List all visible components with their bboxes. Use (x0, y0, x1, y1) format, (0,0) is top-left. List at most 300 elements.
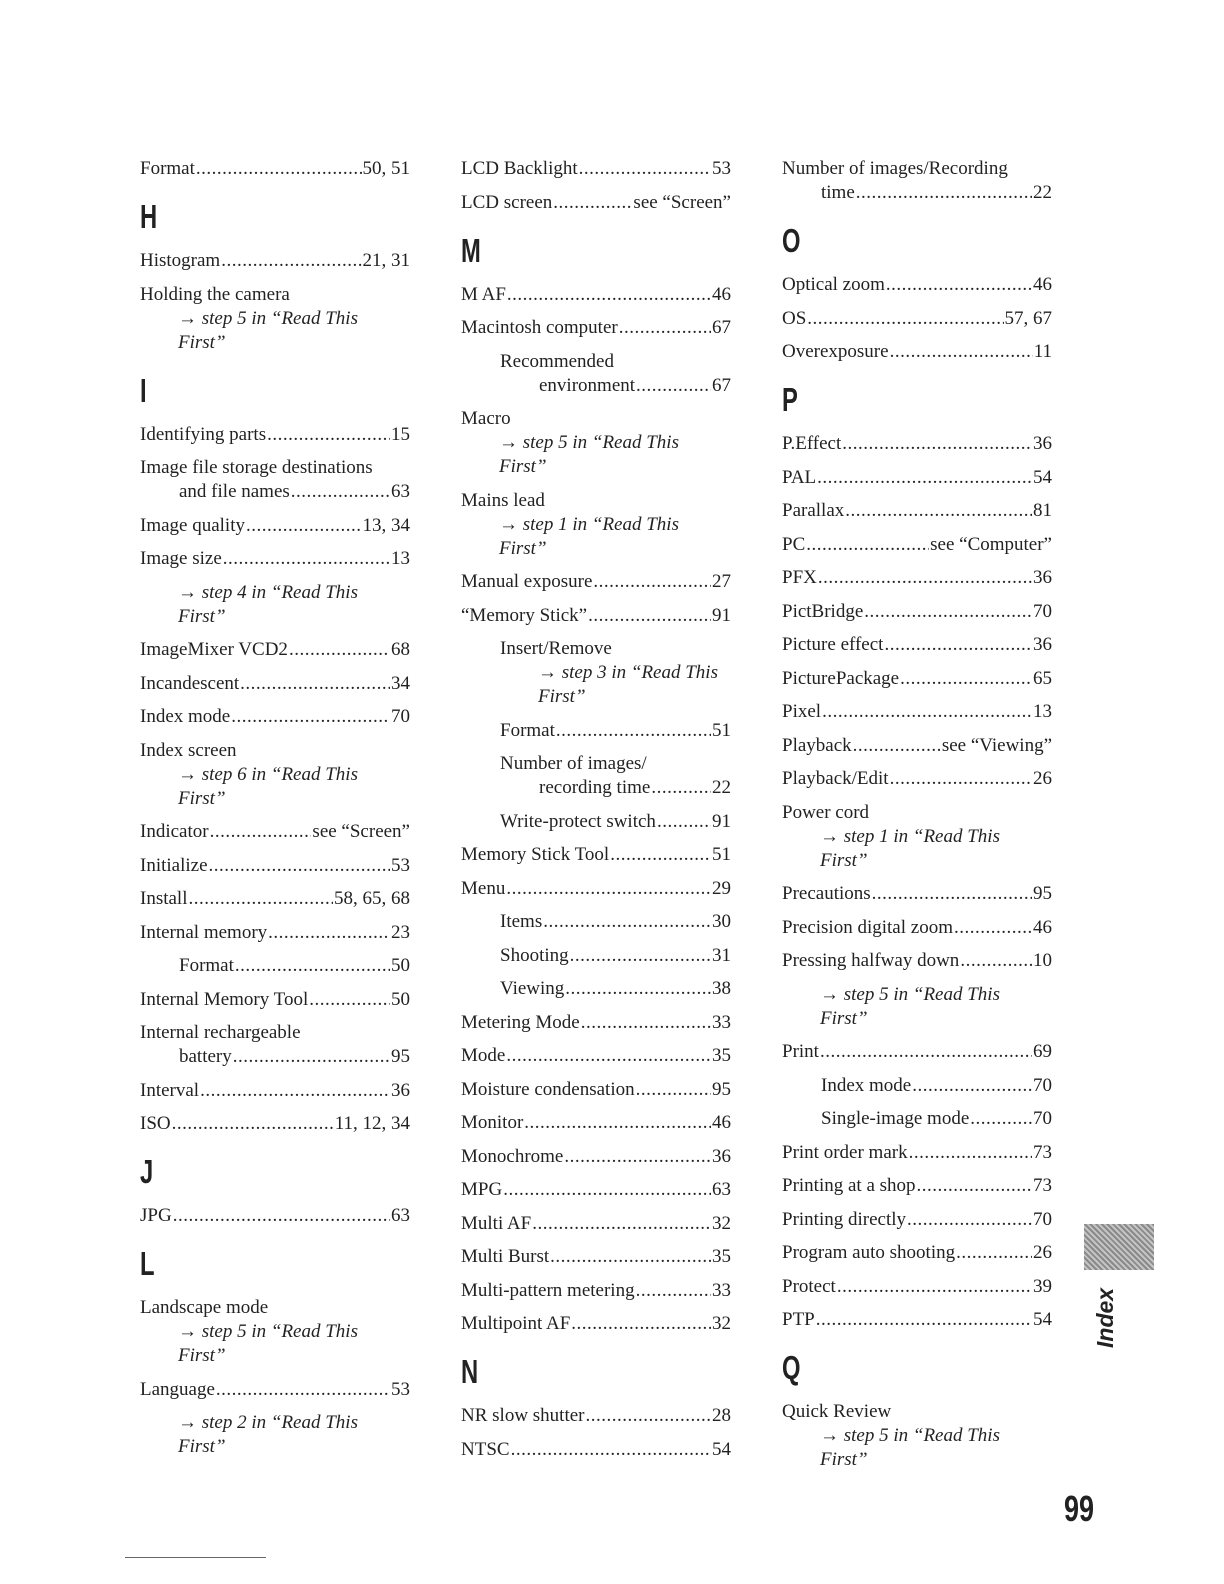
entry-term: Image file storage destinations (140, 457, 373, 478)
entry-term: LCD Backlight (461, 158, 578, 179)
entry-term-continued: battery (179, 1046, 232, 1067)
entry-page: 70 (1033, 1108, 1052, 1129)
entry-page: 73 (1033, 1141, 1052, 1163)
dot-leader (524, 1111, 711, 1135)
entry-page: 39 (1033, 1275, 1052, 1297)
page-number: 99 (1064, 1488, 1095, 1529)
arrow-icon: → (538, 662, 557, 683)
entry-page: 46 (1033, 916, 1052, 938)
reference-text: step 4 in “Read This (201, 581, 358, 603)
dot-leader (960, 949, 1032, 973)
dot-leader (816, 1308, 1032, 1332)
dot-leader (917, 1174, 1032, 1198)
arrow-icon: → (178, 581, 197, 603)
entry-page: 46 (1033, 274, 1052, 295)
index-entry (782, 734, 1052, 758)
entry-row (782, 949, 1052, 973)
index-entry (140, 1112, 410, 1136)
entry-row (782, 1174, 1052, 1198)
reference-text: step 6 in “Read This (201, 763, 358, 785)
dot-leader (570, 944, 711, 968)
dot-leader (853, 734, 941, 758)
dot-leader (550, 1245, 711, 1269)
index-entry (140, 1204, 410, 1228)
entry-row (782, 700, 1052, 724)
entry-page: 32 (712, 1313, 731, 1334)
index-entry (461, 877, 731, 901)
dot-leader (209, 854, 390, 878)
dot-leader (954, 916, 1032, 940)
entry-page: 28 (712, 1405, 731, 1426)
entry-row (782, 882, 1052, 906)
index-tab-label: Index (1092, 1287, 1118, 1348)
dot-leader (216, 1378, 390, 1402)
section-letter: H (140, 198, 158, 235)
entry-term: Pixel (782, 701, 822, 722)
entry-row (500, 810, 731, 834)
entry-page: 54 (1033, 466, 1052, 488)
entry-row (140, 1378, 410, 1402)
entry-term: Internal Memory Tool (140, 988, 309, 1010)
entry-page: 51 (712, 844, 731, 865)
section-letter: P (782, 381, 798, 418)
index-entry (500, 810, 731, 834)
entry-page: 54 (1033, 1309, 1052, 1330)
entry-row (179, 954, 410, 978)
entry-term: Image quality (140, 514, 245, 536)
index-entry (140, 854, 410, 878)
dot-leader (818, 566, 1032, 590)
entry-term: Printing at a shop (782, 1175, 916, 1196)
dot-leader (289, 638, 390, 662)
reference-line (538, 661, 731, 685)
index-entry (140, 820, 410, 844)
entry-page: 63 (712, 1179, 731, 1200)
arrow-icon: → (178, 763, 197, 785)
entry-page: 51 (712, 719, 731, 741)
entry-page: 22 (712, 777, 731, 798)
entry-row (461, 877, 731, 901)
entry-term: Pressing halfway down (782, 950, 960, 971)
entry-term-continued: environment (539, 374, 636, 396)
entry-row (500, 776, 731, 800)
index-entry (140, 988, 410, 1012)
entry-row (140, 672, 410, 696)
entry-term: Write-protect switch (500, 810, 656, 832)
entry-term: Viewing (500, 978, 565, 999)
entry-term: Multipoint AF (461, 1313, 571, 1334)
index-entry (461, 1078, 731, 1102)
entry-row (140, 1045, 410, 1069)
dot-leader (223, 547, 390, 571)
dot-leader (636, 1279, 711, 1303)
index-entry (140, 1021, 410, 1069)
entry-term: ISO (140, 1113, 171, 1134)
index-entry (782, 600, 1052, 624)
entry-term-continued: time (821, 182, 855, 203)
dot-leader (864, 600, 1032, 624)
entry-term: Printing directly (782, 1208, 907, 1230)
section-letter: N (461, 1353, 479, 1390)
entry-row (782, 273, 1052, 297)
index-column-3 (782, 157, 1052, 1482)
index-entry (782, 533, 1052, 557)
entry-term: Index mode (140, 706, 231, 727)
reference-text-continued: First” (820, 1449, 868, 1470)
entry-page: 21, 31 (362, 250, 410, 271)
entry-page: 33 (712, 1011, 731, 1033)
dot-leader (240, 672, 390, 696)
entry-term: Number of images/Recording (782, 158, 1008, 179)
index-entry (782, 1174, 1052, 1198)
entry-row (782, 916, 1052, 940)
arrow-icon: → (178, 307, 197, 329)
entry-row (140, 423, 410, 447)
entry-page: 34 (391, 672, 410, 694)
entry-term: LCD screen (461, 191, 553, 213)
reference-line (499, 431, 731, 455)
index-entry (461, 316, 731, 340)
index-entry (140, 638, 410, 662)
index-entry (461, 1111, 731, 1135)
entry-page: 50 (391, 988, 410, 1010)
entry-row (140, 638, 410, 662)
entry-term: Macintosh computer (461, 317, 618, 338)
dot-leader (970, 1107, 1032, 1131)
entry-page: see “Viewing” (941, 734, 1052, 756)
entry-row (140, 820, 410, 844)
entry-term: Playback (782, 734, 852, 756)
entry-row (461, 1145, 731, 1169)
arrow-icon: → (820, 1425, 839, 1446)
entry-term: Histogram (140, 250, 221, 271)
entry-row (782, 1308, 1052, 1332)
cross-reference (782, 983, 1052, 1031)
dot-leader (822, 700, 1032, 724)
index-entry (461, 1145, 731, 1169)
entry-row (461, 1178, 731, 1202)
entry-row (500, 374, 731, 398)
entry-term: Multi-pattern metering (461, 1279, 635, 1301)
index-entry (500, 910, 731, 934)
entry-page: 50 (391, 955, 410, 976)
reference-text-continued: First” (178, 1436, 226, 1457)
entry-term: Mode (461, 1045, 506, 1066)
entry-page: 67 (712, 317, 731, 338)
entry-row (782, 307, 1052, 331)
entry-page: 95 (712, 1078, 731, 1100)
index-column-2 (461, 157, 731, 1471)
entry-term-continued: recording time (539, 777, 651, 798)
entry-term: Overexposure (782, 341, 889, 362)
dot-leader (235, 954, 390, 978)
index-entry-heading: Quick Review (782, 1401, 892, 1422)
entry-term: Language (140, 1378, 215, 1400)
reference-text: step 5 in “Read This (843, 983, 1000, 1005)
entry-page: 70 (1033, 1074, 1052, 1096)
entry-page: 36 (1033, 634, 1052, 655)
entry-term: Precision digital zoom (782, 916, 953, 938)
entry-page: 81 (1033, 500, 1052, 521)
entry-term: Format (140, 158, 195, 179)
index-entry (782, 916, 1052, 940)
dot-leader (233, 1045, 390, 1069)
entry-page: 67 (712, 374, 731, 396)
index-entry (782, 499, 1052, 523)
index-entry (782, 157, 1052, 205)
index-entry (821, 1107, 1052, 1131)
index-entry (782, 1208, 1052, 1232)
entry-page: 30 (712, 911, 731, 932)
index-entry (500, 752, 731, 800)
dot-leader (884, 633, 1032, 657)
entry-page: 70 (1033, 1208, 1052, 1230)
index-entry (140, 456, 410, 504)
dot-leader (907, 1208, 1032, 1232)
entry-page: 23 (391, 921, 410, 943)
dot-leader (588, 604, 711, 628)
dot-leader (886, 273, 1032, 297)
entry-page: 13 (1033, 701, 1052, 722)
entry-term: Parallax (782, 500, 845, 521)
entry-row (500, 944, 731, 968)
dot-leader (581, 1011, 711, 1035)
entry-term: Moisture condensation (461, 1078, 635, 1100)
reference-line (178, 581, 410, 605)
cross-reference (461, 513, 731, 561)
entry-page: 26 (1033, 1242, 1052, 1263)
reference-text: step 1 in “Read This (843, 825, 1000, 847)
entry-row (140, 249, 410, 273)
entry-term: OS (782, 307, 807, 329)
entry-page: 54 (712, 1438, 731, 1460)
dot-leader (564, 1145, 711, 1169)
entry-row (140, 887, 410, 911)
entry-page: 58, 65, 68 (334, 888, 410, 909)
dot-leader (268, 921, 390, 945)
dot-leader (553, 191, 632, 215)
entry-page: 46 (712, 1112, 731, 1133)
section-letter: L (140, 1245, 155, 1282)
arrow-icon: → (820, 825, 839, 847)
dot-leader (267, 423, 390, 447)
arrow-icon: → (178, 1412, 197, 1433)
reference-text: step 3 in “Read This (561, 662, 718, 683)
entry-term: Optical zoom (782, 274, 885, 295)
index-entry (179, 954, 410, 978)
entry-page: 46 (712, 283, 731, 305)
entry-page: 38 (712, 978, 731, 999)
reference-text: step 5 in “Read This (522, 432, 679, 453)
index-entry-heading: Insert/Remove (500, 638, 612, 659)
dot-leader (543, 910, 711, 934)
entry-row (782, 600, 1052, 624)
index-entry (782, 949, 1052, 973)
entry-term: NTSC (461, 1438, 510, 1460)
reference-line (820, 1424, 1052, 1448)
index-entry (461, 1279, 731, 1303)
index-entry (140, 1079, 410, 1103)
reference-text-continued: First” (178, 1345, 226, 1366)
entry-term: Items (500, 911, 543, 932)
entry-page: see “Screen” (312, 821, 410, 842)
entry-term: Metering Mode (461, 1011, 580, 1033)
entry-term: Shooting (500, 944, 569, 966)
entry-term: “Memory Stick” (461, 604, 588, 626)
entry-row (782, 1141, 1052, 1165)
index-entry (782, 1275, 1052, 1299)
index-entry (500, 977, 731, 1001)
index-entry (782, 466, 1052, 490)
entry-term: Internal memory (140, 921, 268, 943)
entry-term: Menu (461, 877, 506, 899)
entry-term: Install (140, 888, 188, 909)
dot-leader (890, 767, 1032, 791)
entry-page: 68 (391, 639, 410, 660)
dot-leader (817, 466, 1032, 490)
section-letter: O (782, 222, 801, 259)
entry-row (782, 566, 1052, 590)
index-entry (782, 882, 1052, 906)
index-tab-pattern (1084, 1224, 1154, 1270)
entry-row (782, 1275, 1052, 1299)
entry-row (821, 1107, 1052, 1131)
index-entry (140, 249, 410, 273)
entry-row (461, 843, 731, 867)
entry-term: Format (500, 719, 555, 741)
entry-term: PC (782, 533, 806, 555)
entry-row (140, 514, 410, 538)
dot-leader (872, 882, 1032, 906)
index-entry (140, 1378, 410, 1402)
entry-page: 35 (712, 1045, 731, 1066)
reference-line (820, 983, 1052, 1007)
entry-page: 69 (1033, 1041, 1052, 1062)
entry-row (461, 1438, 731, 1462)
index-entry (461, 1044, 731, 1068)
dot-leader (172, 1112, 334, 1136)
entry-row (782, 499, 1052, 523)
entry-row (500, 977, 731, 1001)
entry-page: 53 (712, 158, 731, 179)
index-entry (782, 1040, 1052, 1064)
entry-page: 95 (1033, 883, 1052, 904)
entry-term: Number of images/ (500, 753, 647, 774)
dot-leader (196, 157, 362, 181)
reference-text-continued: First” (178, 787, 226, 809)
arrow-icon: → (820, 983, 839, 1005)
entry-term: M AF (461, 283, 506, 305)
entry-page: 32 (712, 1212, 731, 1234)
entry-page: 10 (1033, 950, 1052, 971)
index-entry (461, 1312, 731, 1336)
reference-line (499, 513, 731, 537)
index-entry (461, 157, 731, 181)
dot-leader (309, 988, 390, 1012)
cross-reference (782, 1424, 1052, 1472)
section-letter: Q (782, 1349, 801, 1386)
reference-line (178, 307, 410, 331)
dot-leader (291, 480, 390, 504)
dot-leader (565, 977, 711, 1001)
entry-term: Interval (140, 1079, 200, 1101)
entry-term: Multi Burst (461, 1246, 550, 1267)
reference-text-continued: First” (820, 849, 868, 871)
entry-term: Incandescent (140, 672, 240, 694)
reference-line (178, 1320, 410, 1344)
entry-row (140, 1112, 410, 1136)
entry-page: 15 (391, 423, 410, 445)
entry-term: Recommended (500, 350, 614, 372)
entry-page: 11, 12, 34 (334, 1113, 410, 1134)
reference-text-continued: First” (178, 331, 226, 353)
dot-leader (231, 705, 390, 729)
entry-page: 36 (1033, 567, 1052, 588)
dot-leader (503, 1178, 711, 1202)
entry-term: Indicator (140, 821, 209, 842)
entry-row (782, 1241, 1052, 1265)
entry-page: 63 (391, 481, 410, 502)
dot-leader (610, 843, 711, 867)
dot-leader (820, 1040, 1032, 1064)
dot-leader (189, 887, 334, 911)
entry-term: Monochrome (461, 1145, 564, 1167)
entry-term: Print (782, 1041, 819, 1062)
entry-term: Program auto shooting (782, 1242, 956, 1263)
entry-term: Playback/Edit (782, 768, 889, 789)
dot-leader (511, 1438, 711, 1462)
entry-term-continued: and file names (179, 481, 290, 502)
entry-row (461, 1044, 731, 1068)
entry-row (782, 1040, 1052, 1064)
entry-row (140, 157, 410, 181)
reference-text-continued: First” (499, 537, 547, 559)
dot-leader (210, 820, 312, 844)
index-entry (140, 547, 410, 571)
dot-leader (507, 283, 711, 307)
dot-leader (173, 1204, 390, 1228)
index-entry-heading: Macro (461, 408, 511, 429)
dot-leader (909, 1141, 1032, 1165)
dot-leader (890, 340, 1033, 364)
cross-reference (140, 1320, 410, 1368)
entry-page: 53 (391, 1378, 410, 1400)
dot-leader (221, 249, 361, 273)
index-entry (782, 273, 1052, 297)
entry-row (461, 1011, 731, 1035)
entry-row (500, 719, 731, 743)
reference-text: step 5 in “Read This (201, 307, 358, 329)
entry-term: Protect (782, 1275, 836, 1297)
entry-term: NR slow shutter (461, 1405, 585, 1426)
index-entry (782, 432, 1052, 456)
entry-term: PAL (782, 466, 817, 488)
reference-text: step 5 in “Read This (843, 1425, 1000, 1446)
entry-row (461, 283, 731, 307)
entry-term: PTP (782, 1309, 815, 1330)
reference-text: step 2 in “Read This (201, 1412, 358, 1433)
entry-page: 11 (1033, 341, 1052, 362)
dot-leader (586, 1404, 712, 1428)
entry-term: Initialize (140, 854, 208, 876)
dot-leader (657, 810, 711, 834)
entry-page: 73 (1033, 1175, 1052, 1196)
entry-page: 65 (1033, 667, 1052, 689)
dot-leader (579, 157, 711, 181)
index-entry (461, 570, 731, 594)
entry-page: 31 (712, 944, 731, 966)
reference-line (820, 825, 1052, 849)
